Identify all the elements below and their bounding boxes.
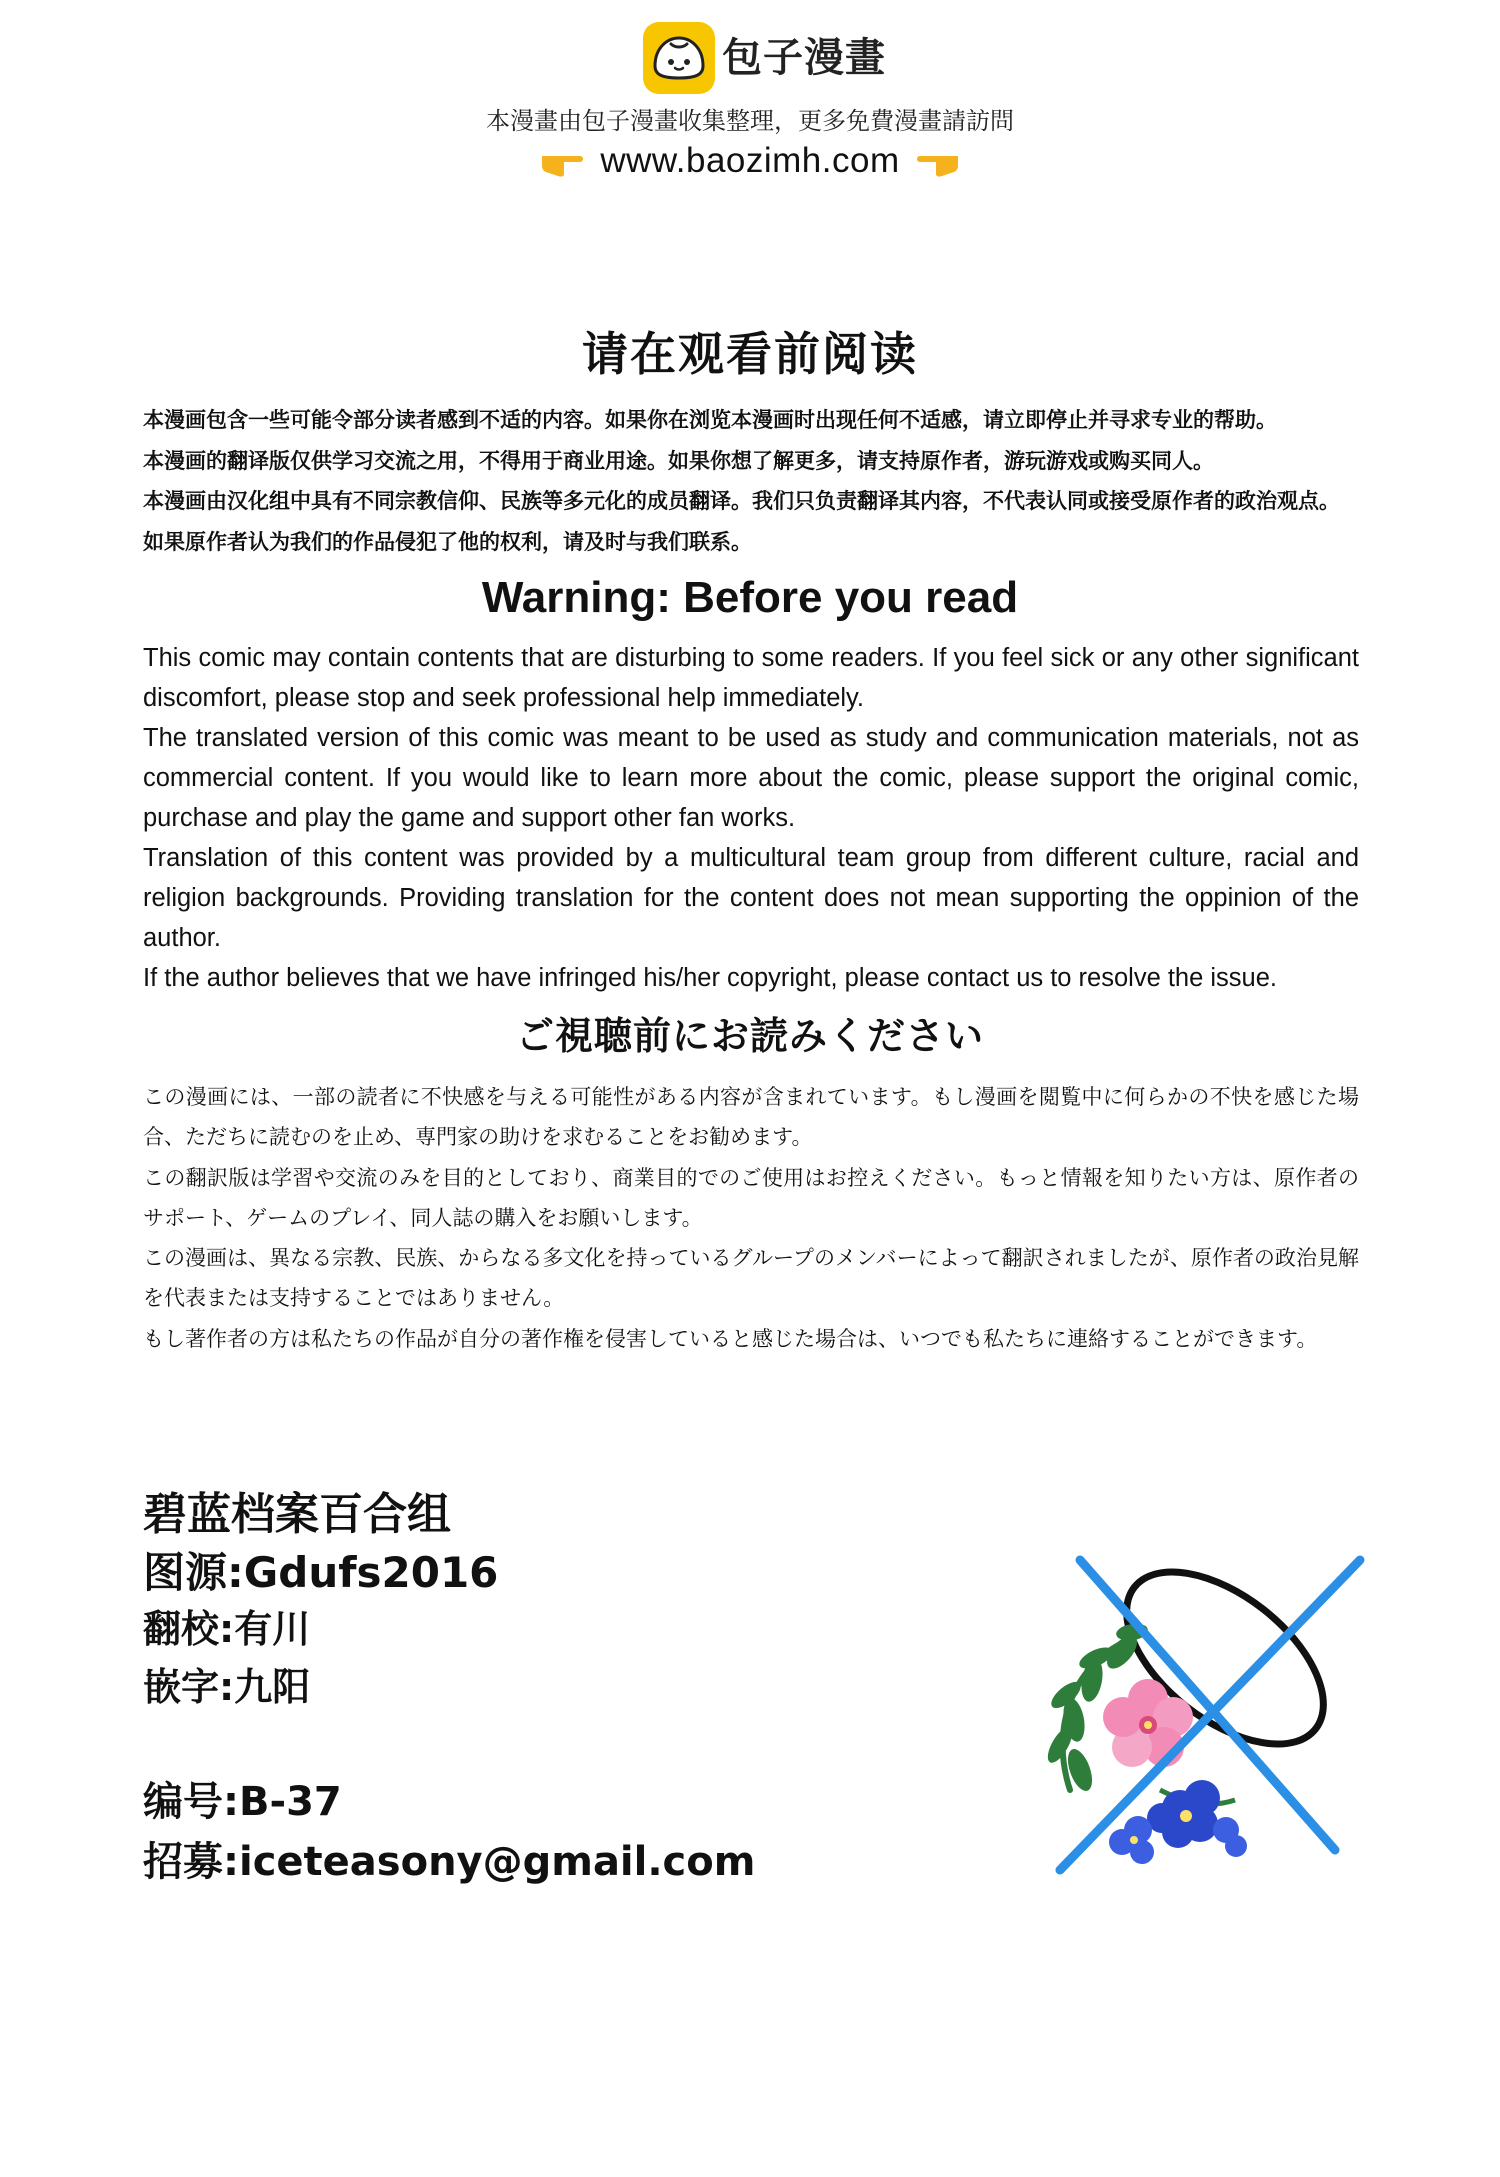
notice-en-body [143, 638, 1359, 998]
pointing-hand-icon [914, 144, 960, 178]
notice-jp-paragraph: もし著作者の方は私たちの作品が自分の著作権を侵害していると感じた場合は、いつでも私たちに連絡することができます。 [143, 1326, 1318, 1351]
credit-typesetter: 嵌字:九阳 [143, 1665, 311, 1709]
notice-cn-paragraph: 如果原作者认为我们的作品侵犯了他的权利，请及时与我们联系。 [143, 529, 752, 554]
credit-translator: 翻校:有川 [143, 1607, 311, 1651]
notice-jp-paragraph: この漫画は、異なる宗教、民族、からなる多文化を持っているグループのメンバーによって翻訳されましたが、原作者の政治見解を代表または支持することではありません。 [143, 1246, 1359, 1311]
credit-number: 编号:B-37 [143, 1779, 342, 1825]
site-url-link[interactable]: www.baozimh.com [600, 141, 900, 180]
notice-cn-paragraph: 本漫画的翻译版仅供学习交流之用，不得用于商业用途。如果你想了解更多，请支持原作者，游玩游戏或购买同人。 [143, 448, 1214, 473]
notice-en-paragraph: The translated version of this comic was meant to be used as study and communication materials, not as commercial content. If you would like to learn more about the comic, please support the original comic, purchase and play the game and support other fan works. [143, 724, 1359, 832]
site-url-row[interactable] [0, 138, 1500, 184]
notice-jp-paragraph: この翻訳版は学習や交流のみを目的としており、商業目的でのご使用はお控えください。もっと情報を知りたい方は、原作者のサポート、ゲームのプレイ、同人誌の購入をお願いします。 [143, 1165, 1359, 1230]
notice-en-paragraph: This comic may contain contents that are disturbing to some readers. If you feel sick or any other significant discomfort, please stop and seek professional help immediately. [143, 644, 1359, 712]
notice-cn-title: 请在观看前阅读 [582, 327, 918, 381]
bun-face-logo-icon [643, 22, 715, 94]
notice-jp-body [143, 1077, 1359, 1359]
notice-en-paragraph: Translation of this content was provided by a multicultural team group from different culture, racial and religion backgrounds. Providing translation for the content does not mean supporting the oppinion of the author. [143, 844, 1359, 952]
notice-cn-paragraph: 本漫画由汉化组中具有不同宗教信仰、民族等多元化的成员翻译。我们只负责翻译其内容，不代表认同或接受原作者的政治观点。 [143, 489, 1340, 513]
pointing-hand-icon [540, 144, 586, 178]
notice-en-title: Warning: Before you read [481, 573, 1019, 622]
credit-source: 图源:Gdufs2016 [143, 1548, 499, 1597]
notice-cn-paragraph: 本漫画包含一些可能令部分读者感到不适的内容。如果你在浏览本漫画时出现任何不适感，请立即停止并寻求专业的帮助。 [143, 408, 1277, 432]
credit-recruit-email[interactable]: 招募:iceteasony@gmail.com [143, 1839, 756, 1885]
credit-group-name: 碧蓝档案百合组 [143, 1489, 451, 1540]
notice-cn-body [143, 400, 1359, 562]
notice-jp-paragraph: この漫画には、一部の読者に不快感を与える可能性がある内容が含まれています。もし漫画を閲覧中に何らかの不快を感じた場合、ただちに読むのを止め、専門家の助けを求むることをお勧めます。 [143, 1085, 1359, 1150]
notice-en-paragraph: If the author believes that we have infringed his/her copyright, please contact us to resolve the issue. [143, 964, 1277, 992]
notice-jp-title: ご視聴前にお読みください [515, 1014, 984, 1058]
brand-name: 包子漫畫 [722, 35, 886, 81]
group-emblem-icon [1030, 1540, 1370, 1880]
promo-text: 本漫畫由包子漫畫收集整理，更多免費漫畫請訪問 [486, 107, 1014, 135]
